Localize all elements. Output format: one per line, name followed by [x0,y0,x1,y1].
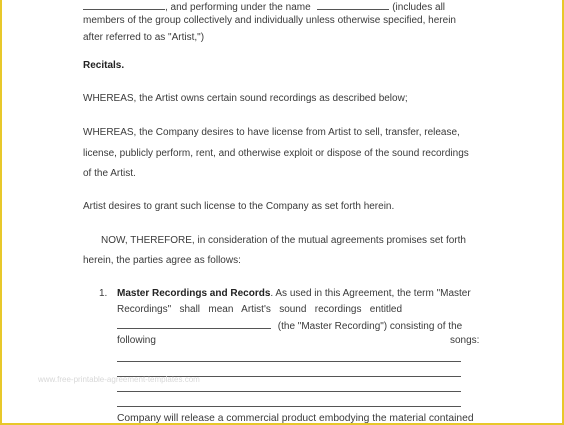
item-1-last-line: Company will release a commercial product embodying the material contained [117,413,474,424]
now-therefore-line-1: NOW, THEREFORE, in consideration of the mutual agreements promises set forth [101,235,466,246]
song-line-1 [117,361,461,362]
intro-line-2: members of the group collectively and individually unless otherwise specified, herein [83,15,456,26]
item-1-line-2: Recordings" shall mean Artist's sound recordings entitled [117,304,403,315]
intro-line-1: , and performing under the name (includes all [83,0,445,14]
item-1-line-4-left: following [117,335,156,346]
whereas-2-line-3: of the Artist. [83,168,136,179]
item-1-line-4-right: songs: [450,335,480,346]
whereas-2-line-1: WHEREAS, the Company desires to have license from Artist to sell, transfer, release, [83,127,460,138]
now-therefore-line-2: herein, the parties agree as follows: [83,255,241,266]
whereas-1: WHEREAS, the Artist owns certain sound recordings as described below; [83,93,408,104]
song-line-3 [117,391,461,392]
item-1-line-1: Master Recordings and Records. As used in this Agreement, the term "Master [117,288,471,299]
recitals-heading: Recitals. [83,60,125,71]
item-1-title: Master Recordings and Records [117,288,271,299]
item-1-number: 1. [99,288,108,299]
song-line-4 [117,406,461,407]
name-blank [83,0,165,10]
intro-line-3: after referred to as "Artist,") [83,32,205,43]
artist-desires: Artist desires to grant such license to the Company as set forth herein. [83,201,395,212]
performing-name-blank [317,0,389,10]
recording-title-blank [117,319,271,329]
whereas-2-line-2: license, publicly perform, rent, and otherwise exploit or dispose of the sound recordings [83,148,469,159]
item-1-line-3: (the "Master Recording") consisting of the [117,319,462,333]
watermark: www.free-printable-agreement-templates.com [38,375,200,384]
